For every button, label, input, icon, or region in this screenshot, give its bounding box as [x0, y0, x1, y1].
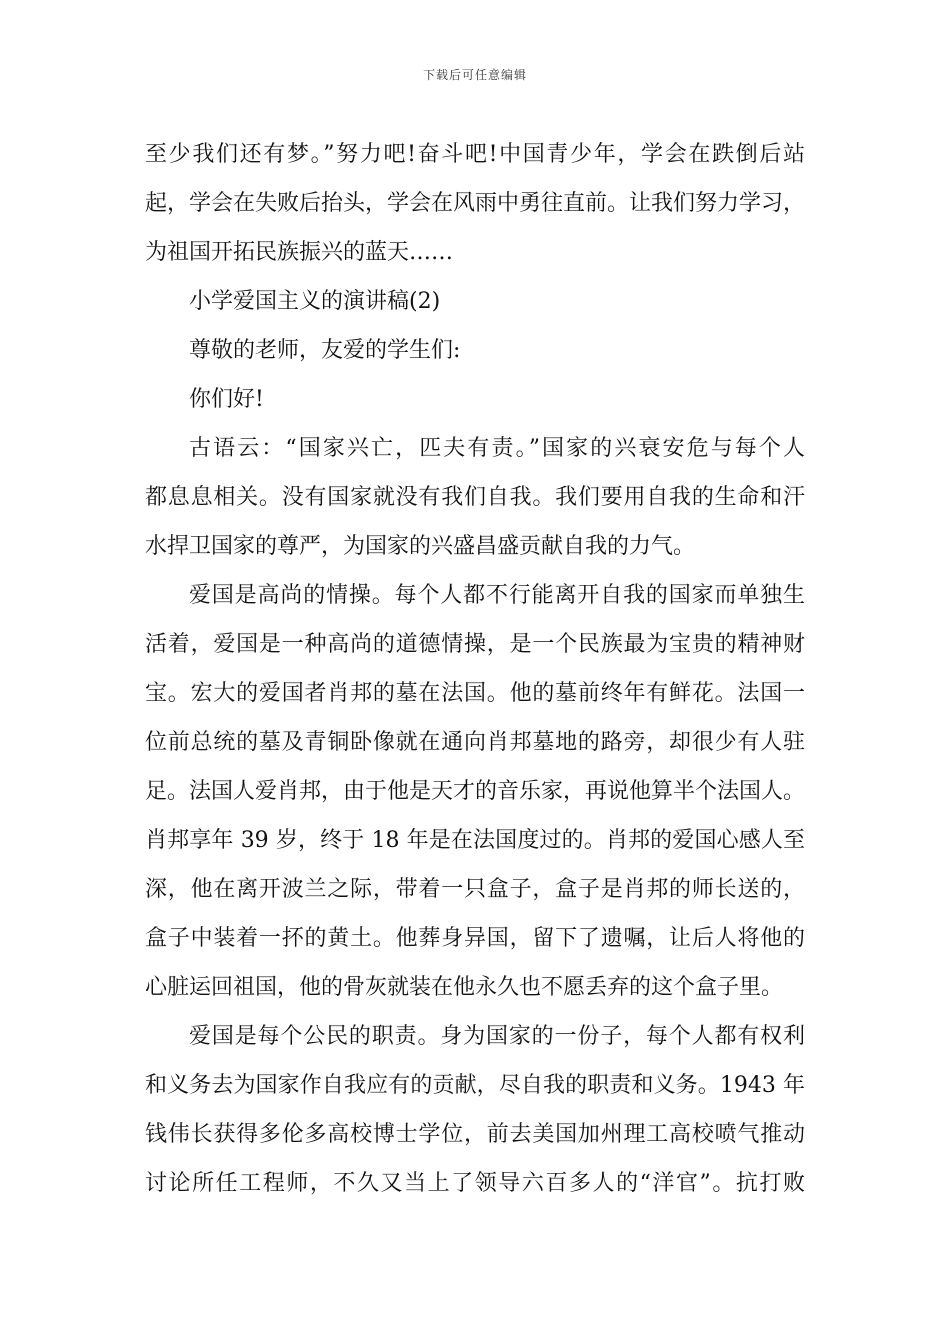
text-line: 至少我们还有梦。”努力吧!奋斗吧!中国青少年，学会在跌倒后站: [145, 142, 805, 167]
text-line: 钱伟长获得多伦多高校博士学位，前去美国加州理工高校喷气推动: [145, 1122, 805, 1147]
text-line: 爱国是每个公民的职责。身为国家的一份子，每个人都有权利: [189, 1024, 805, 1049]
text-line: 爱国是高尚的情操。每个人都不行能离开自我的国家而单独生: [189, 583, 805, 608]
text-line: 你们好!: [189, 387, 264, 412]
speech-title: [145, 277, 805, 326]
text-line: 深，他在离开波兰之际，带着一只盒子，盒子是肖邦的师长送的，: [145, 877, 805, 902]
text-line: 位前总统的墓及青铜卧像就在通向肖邦墓地的路旁，却很少有人驻: [145, 730, 805, 755]
text-line: 讨论所任工程师，不久又当上了领导六百多人的“洋官”。抗打败: [145, 1171, 805, 1196]
salutation: [145, 326, 805, 375]
document-body: [145, 130, 805, 1208]
paragraph: [145, 424, 805, 571]
text-line: 宝。宏大的爱国者肖邦的墓在法国。他的墓前终年有鲜花。法国一: [145, 681, 805, 706]
text-line: 足。法国人爱肖邦，由于他是天才的音乐家，再说他算半个法国人。: [145, 779, 805, 804]
text-line: 为祖国开拓民族振兴的蓝天……: [145, 240, 454, 265]
text-line: 心脏运回祖国，他的骨灰就装在他永久也不愿丢弃的这个盒子里。: [145, 975, 784, 1000]
paragraph: [145, 1012, 805, 1208]
text-line: 盒子中装着一抔的黄土。他葬身异国，留下了遗嘱，让后人将他的: [145, 926, 805, 951]
text-line: 水捍卫国家的尊严，为国家的兴盛昌盛贡献自我的力气。: [145, 534, 696, 559]
text-line: 古语云：“国家兴亡，匹夫有责。”国家的兴衰安危与每个人: [189, 436, 805, 461]
text-line: 肖邦享年 39 岁，终于 18 年是在法国度过的。肖邦的爱国心感人至: [145, 828, 805, 853]
text-line: 起，学会在失败后抬头，学会在风雨中勇往直前。让我们努力学习，: [145, 191, 805, 216]
greeting: [145, 375, 805, 424]
text-line: 尊敬的老师，友爱的学生们:: [189, 338, 461, 363]
header-note: 下载后可任意编辑: [422, 68, 527, 82]
paragraph: [145, 571, 805, 1012]
text-line: 活着，爱国是一种高尚的道德情操，是一个民族最为宝贵的精神财: [145, 632, 805, 657]
text-line: 小学爱国主义的演讲稿(2): [189, 289, 441, 314]
paragraph: [145, 130, 805, 277]
text-line: 和义务去为国家作自我应有的贡献，尽自我的职责和义务。1943 年: [145, 1073, 805, 1098]
text-line: 都息息相关。没有国家就没有我们自我。我们要用自我的生命和汗: [145, 485, 805, 510]
